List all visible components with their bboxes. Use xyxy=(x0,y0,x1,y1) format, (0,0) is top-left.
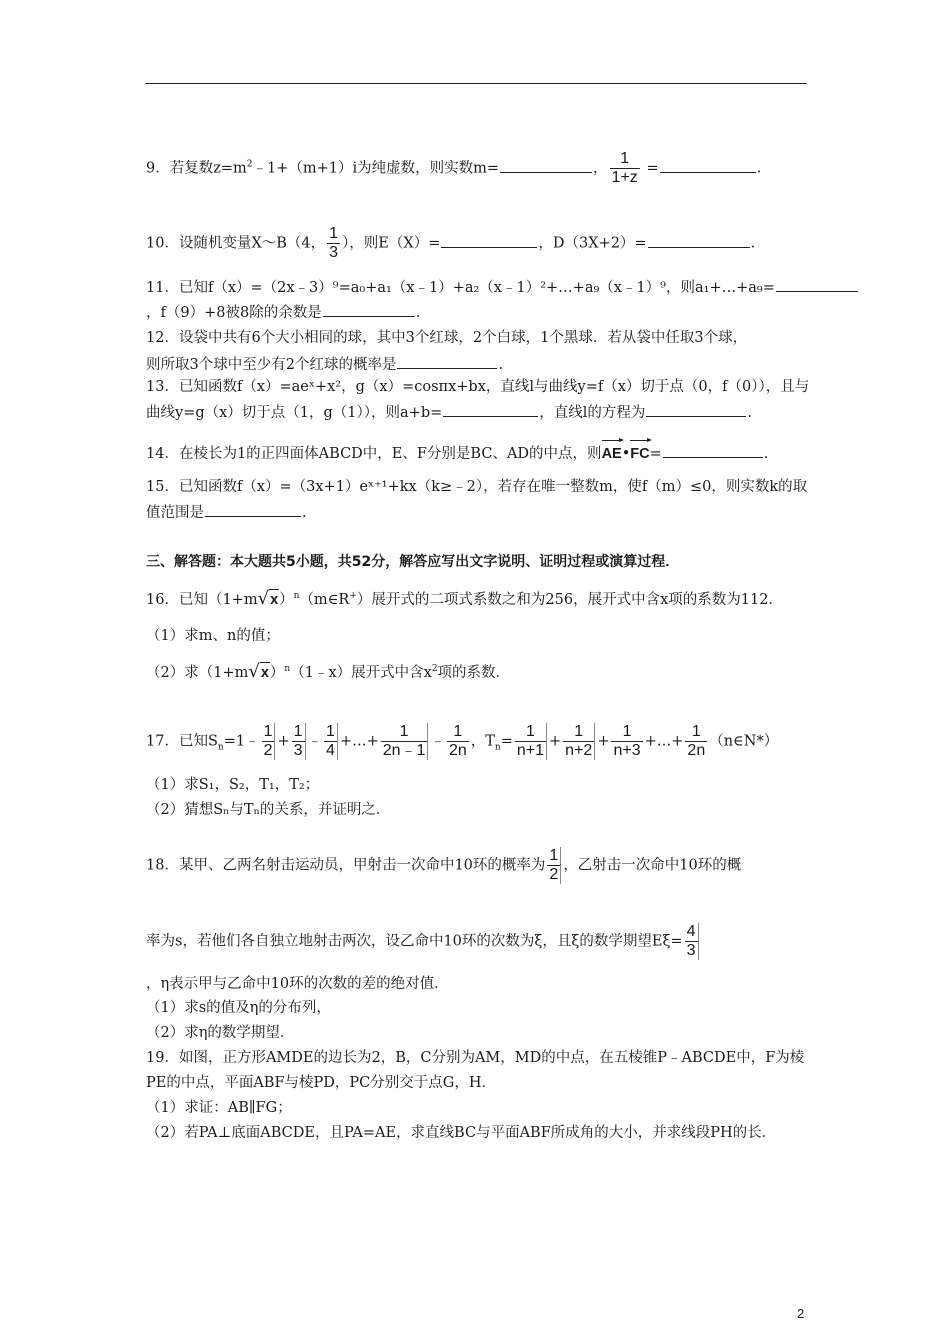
answer-blank xyxy=(648,233,750,248)
answer-blank xyxy=(205,502,301,517)
question-18-part1: （1）求s的值及η的分布列， xyxy=(146,1000,331,1016)
question-18-line2: 率为s，若他们各自独立地射击两次，设乙命中10环的次数为ξ，且ξ的数学期望Eξ= $\frac{4}{3}$ xyxy=(146,923,701,960)
question-19-part2: （2）若PA⊥底面ABCDE，且PA=AE，求直线BC与平面ABF所成角的大小，并求线段PH的长． xyxy=(146,1125,777,1141)
answer-blank xyxy=(441,233,537,248)
question-18-part2: （2）求η的数学期望． xyxy=(146,1025,295,1041)
question-16: 16．已知$(1+m√x)^n(m\in R^+)$展开式的二项式系数之和为256，展开式中含x项的系数为112． xyxy=(146,588,783,609)
question-16-part1: （1）求m、n的值； xyxy=(146,628,280,644)
question-19-line1: 19．如图，正方形AMDE的边长为2，B，C分别为AM，MD的中点，在五棱锥P﹣ABCDE中，F为棱 xyxy=(146,1050,805,1066)
question-14: 14．在棱长为1的正四面体ABCD中，E、F分别是BC、AD的中点，则AE•FC= . xyxy=(146,440,768,464)
question-10: 10．设随机变量X～B（4， $\frac{1}{3}$ ），则E（X）= ，D（3X+2）= . xyxy=(146,225,756,261)
question-13-line1: 13．已知函数f（x）=aeˣ+x²，g（x）=cosπx+bx，直线l与曲线y=f（x）切于点（0，f（0）），且与 xyxy=(146,379,810,395)
answer-blank xyxy=(660,158,756,173)
question-18-line1: 18．某甲、乙两名射击运动员，甲射击一次命中10环的概率为 $\frac{1}{2}$ ，乙射击一次命中10环的概 xyxy=(146,847,742,883)
question-15-line1: 15．已知函数f（x）=（3x+1）eˣ⁺¹+kx（k≥﹣2），若存在唯一整数m，使f（m）≤0，则实数k的取 xyxy=(146,479,808,495)
answer-blank xyxy=(776,277,858,292)
section-3-heading: 三、解答题：本大题共5小题，共52分，解答应写出文字说明、证明过程或演算过程． xyxy=(146,554,680,570)
question-12-line1: 12．设袋中共有6个大小相同的球，其中3个红球，2个白球，1个黑球．若从袋中任取3个球， xyxy=(146,330,748,346)
answer-blank xyxy=(663,443,763,458)
question-11-line2: ，f（9）+8被8除的余数是 . xyxy=(146,302,420,323)
question-19-part1: （1）求证：AB∥FG； xyxy=(146,1100,292,1116)
question-11-line1: 11．已知f（x）=（2x﹣3）⁹=a₀+a₁（x﹣1）+a₂（x﹣1）²+…+a₉（x﹣1）⁹，则a₁+…+a₉= xyxy=(146,277,859,298)
answer-blank xyxy=(323,302,415,317)
fraction: $\frac{1}{3}$ xyxy=(329,225,339,261)
fraction: $\frac{1}{1+z}$ xyxy=(611,150,638,186)
answer-blank xyxy=(646,402,746,417)
question-9: 9．若复数$z=m^2﹣1+(m+1)i$为纯虚数，则实数m= ， $\frac{1}{1+z}$ = . xyxy=(146,150,762,186)
header-rule xyxy=(145,83,807,84)
question-13-line2: 曲线y=g（x）切于点（1，g（1）），则a+b= ，直线l的方程为 . xyxy=(146,402,752,423)
answer-blank xyxy=(397,354,497,369)
answer-blank xyxy=(500,158,592,173)
question-17-part2: （2）猜想Sₙ与Tₙ的关系，并证明之． xyxy=(146,802,391,818)
question-15-line2: 值范围是 . xyxy=(146,502,307,523)
question-19-line2: PE的中点，平面ABF与棱PD，PC分别交于点G，H． xyxy=(146,1075,496,1091)
vector-fc: FC xyxy=(630,440,649,464)
question-16-part2: （2）求$(1+m√x)^n(1﹣x)$展开式中含$x^2$项的系数． xyxy=(146,661,511,682)
question-12-line2: 则所取3个球中至少有2个红球的概率是 . xyxy=(146,354,503,375)
question-17: 17．已知$S_n=1﹣$ $\frac{1}{2}$ + $\frac{1}{3}$ ﹣ $\frac{1}{4}$ +…+ $\frac{1}{2n﹣1}$ ﹣ $\frac{1}{2n}$ ，$T_n=$ $\frac{1}{n+1}$ + $\frac{1}{n+2}$ + $\frac{1}{n+3}$ +…+ $\frac{1}{2n}$ （n∈N*） xyxy=(146,723,779,759)
page-number: 2 xyxy=(797,1306,805,1321)
question-17-part1: （1）求S₁，S₂，T₁，T₂； xyxy=(146,777,320,793)
answer-blank xyxy=(443,402,538,417)
vector-ae: AE xyxy=(602,440,622,464)
question-18-line3: ，η表示甲与乙命中10环的次数的差的绝对值． xyxy=(146,976,449,992)
